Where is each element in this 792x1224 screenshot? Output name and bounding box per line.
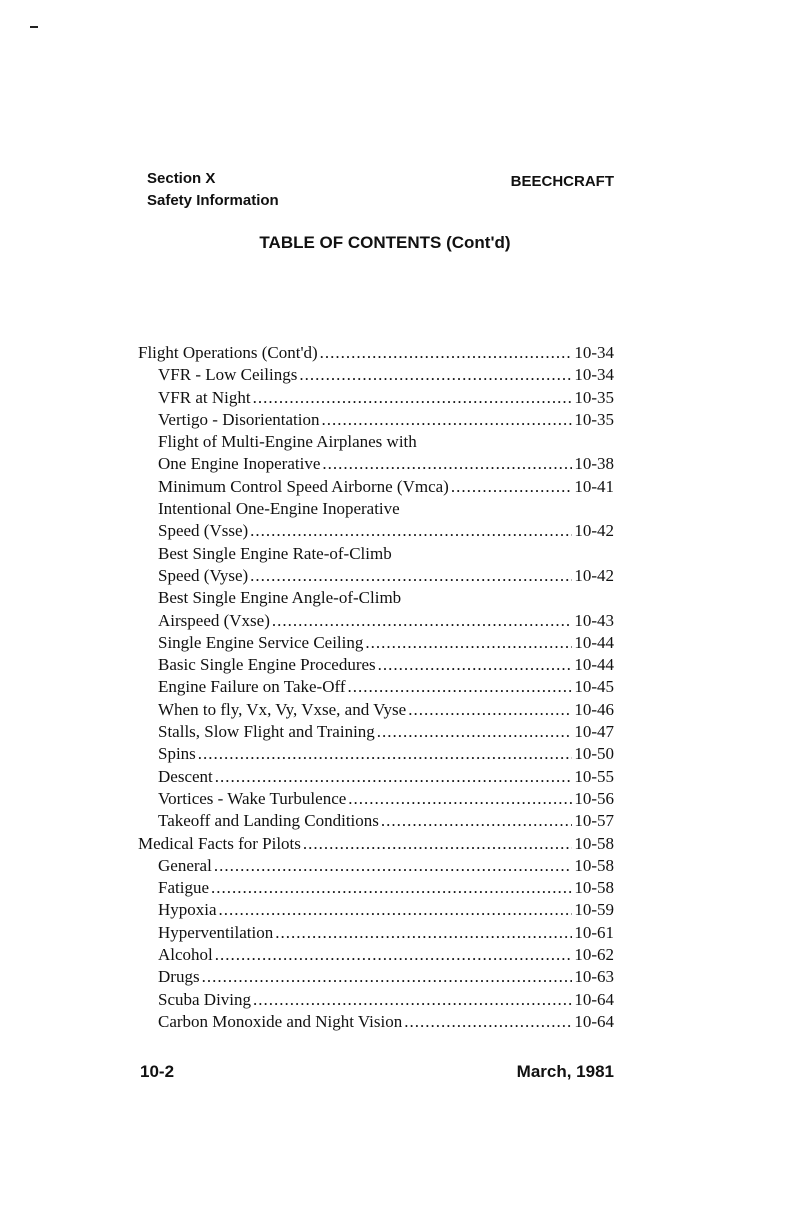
dot-leader xyxy=(365,632,572,654)
toc-entry xyxy=(138,676,614,698)
toc-entry-title: Flight of Multi-Engine Airplanes with xyxy=(158,432,417,452)
section-subtitle: Safety Information xyxy=(147,192,279,209)
toc-entry-title: When to fly, Vx, Vy, Vxse, and Vyse xyxy=(158,699,407,719)
toc-entry xyxy=(138,721,614,743)
toc-entry-page: 10-63 xyxy=(574,967,614,987)
dot-leader xyxy=(219,899,573,921)
toc-entry-title: Spins xyxy=(158,744,196,764)
toc-entry-title: One Engine Inoperative xyxy=(158,454,321,474)
toc-entry-page: 10-64 xyxy=(574,989,614,1009)
toc-entry-page: 10-42 xyxy=(574,521,614,541)
toc-entry xyxy=(138,520,614,542)
dot-leader xyxy=(211,877,572,899)
toc-entry xyxy=(138,855,614,877)
dot-leader xyxy=(275,922,572,944)
toc-entry xyxy=(138,654,614,676)
toc-entry xyxy=(138,498,614,520)
dot-leader xyxy=(451,476,572,498)
toc-entry-title: Airspeed (Vxse) xyxy=(158,610,270,630)
toc-entry-page: 10-44 xyxy=(574,655,614,675)
section-label: Section X xyxy=(147,170,216,187)
dot-leader xyxy=(250,565,572,587)
toc-entry-page: 10-34 xyxy=(574,343,614,362)
toc-entry-page: 10-56 xyxy=(574,788,614,808)
toc-entry xyxy=(138,409,614,431)
page-title: TABLE OF CONTENTS (Cont'd) xyxy=(259,233,511,252)
toc-entry xyxy=(138,364,614,386)
toc-entry-title: Minimum Control Speed Airborne (Vmca) xyxy=(158,476,449,496)
publication-date: March, 1981 xyxy=(516,1062,614,1081)
scan-mark xyxy=(30,26,38,28)
toc-entry-page: 10-43 xyxy=(574,610,614,630)
dot-leader xyxy=(253,387,573,409)
toc-entry xyxy=(138,632,614,654)
toc-entry-page: 10-46 xyxy=(574,699,614,719)
dot-leader xyxy=(272,610,572,632)
toc-entry-title: Alcohol xyxy=(158,945,213,965)
toc-entry-title: Vortices - Wake Turbulence xyxy=(158,788,347,808)
toc-entry xyxy=(138,743,614,765)
toc-entry xyxy=(138,587,614,609)
dot-leader xyxy=(348,788,572,810)
brand-name: BEECHCRAFT xyxy=(510,173,614,190)
page-number: 10-2 xyxy=(140,1062,175,1081)
toc-entry xyxy=(138,565,614,587)
toc-entry-page: 10-61 xyxy=(574,922,614,942)
toc-entry-page: 10-35 xyxy=(574,409,614,429)
toc-entry-title: Best Single Engine Angle-of-Climb xyxy=(158,588,402,608)
toc-entry-page: 10-38 xyxy=(574,454,614,474)
toc-entry-page: 10-45 xyxy=(574,677,614,697)
toc-entry-title: Speed (Vyse) xyxy=(158,565,249,585)
toc-entry xyxy=(138,342,614,364)
toc-entry xyxy=(138,922,614,944)
dot-leader xyxy=(348,676,573,698)
toc-entry-page: 10-41 xyxy=(574,476,614,496)
toc-entry-page: 10-44 xyxy=(574,632,614,652)
toc-entry-title: Intentional One-Engine Inoperative xyxy=(158,499,400,519)
toc-entry xyxy=(138,387,614,409)
dot-leader xyxy=(253,989,572,1011)
toc-entry xyxy=(138,788,614,810)
dot-leader xyxy=(381,810,572,832)
toc-entry xyxy=(138,476,614,498)
toc-entry-title: Fatigue xyxy=(158,878,209,898)
toc-entry-title: Drugs xyxy=(158,967,200,987)
toc-entry-title: Best Single Engine Rate-of-Climb xyxy=(158,543,392,563)
toc-entry xyxy=(138,810,614,832)
toc-entry-title: Single Engine Service Ceiling xyxy=(158,632,364,652)
toc-entry xyxy=(138,453,614,475)
dot-leader xyxy=(322,453,572,475)
dot-leader xyxy=(404,1011,572,1033)
dot-leader xyxy=(198,743,573,765)
toc-entry xyxy=(138,833,614,855)
toc-entry-page: 10-59 xyxy=(574,900,614,920)
toc-entry-title: Descent xyxy=(158,766,213,786)
toc-entry xyxy=(138,899,614,921)
dot-leader xyxy=(214,855,573,877)
toc-entry-page: 10-58 xyxy=(574,855,614,875)
toc-entry-title: General xyxy=(158,855,212,875)
toc-entry-page: 10-34 xyxy=(574,365,614,385)
toc-entry-title: VFR - Low Ceilings xyxy=(158,365,298,385)
dot-leader xyxy=(303,833,572,855)
dot-leader xyxy=(377,721,573,743)
toc-entry-page: 10-50 xyxy=(574,744,614,764)
dot-leader xyxy=(250,520,572,542)
toc-entry-title: Engine Failure on Take-Off xyxy=(158,677,346,697)
toc-entry-page: 10-57 xyxy=(574,811,614,831)
toc-entry xyxy=(138,766,614,788)
toc-entry-page: 10-35 xyxy=(574,387,614,407)
dot-leader xyxy=(215,944,573,966)
toc-entry-page: 10-62 xyxy=(574,945,614,965)
toc-entry-title: Hypoxia xyxy=(158,900,217,920)
toc-entry-title: Takeoff and Landing Conditions xyxy=(158,811,379,831)
dot-leader xyxy=(408,699,572,721)
toc-entry xyxy=(138,966,614,988)
toc-entry-title: Basic Single Engine Procedures xyxy=(158,655,376,675)
toc-entry xyxy=(138,944,614,966)
toc-entry-title: VFR at Night xyxy=(158,387,251,407)
dot-leader xyxy=(321,409,572,431)
toc-entry xyxy=(138,543,614,565)
toc-entry-page: 10-55 xyxy=(574,766,614,786)
dot-leader xyxy=(320,342,573,364)
toc-entry-page: 10-58 xyxy=(574,833,614,853)
toc-entry-title: Hyperventilation xyxy=(158,922,274,942)
toc-entry-page: 10-42 xyxy=(574,565,614,585)
toc-entry-title: Stalls, Slow Flight and Training xyxy=(158,722,375,742)
dot-leader xyxy=(299,364,572,386)
toc-entry-title: Scuba Diving xyxy=(158,989,252,1009)
toc-entry-title: Medical Facts for Pilots xyxy=(138,833,301,853)
toc-entry xyxy=(138,989,614,1011)
toc-entry xyxy=(138,877,614,899)
toc-entry xyxy=(138,610,614,632)
toc-entry-title: Flight Operations (Cont'd) xyxy=(138,343,318,362)
toc-entry xyxy=(138,1011,614,1033)
toc-entry-page: 10-47 xyxy=(574,722,614,742)
toc-entry-page: 10-58 xyxy=(574,878,614,898)
toc-entry xyxy=(138,699,614,721)
toc-entry-title: Speed (Vsse) xyxy=(158,521,249,541)
toc-entry-title: Vertigo - Disorientation xyxy=(158,409,320,429)
dot-leader xyxy=(378,654,573,676)
toc-entry-page: 10-64 xyxy=(574,1011,614,1031)
dot-leader xyxy=(215,766,573,788)
toc-entry-title: Carbon Monoxide and Night Vision xyxy=(158,1011,403,1031)
dot-leader xyxy=(202,966,573,988)
toc-entry xyxy=(138,431,614,453)
table-of-contents xyxy=(138,342,614,1033)
